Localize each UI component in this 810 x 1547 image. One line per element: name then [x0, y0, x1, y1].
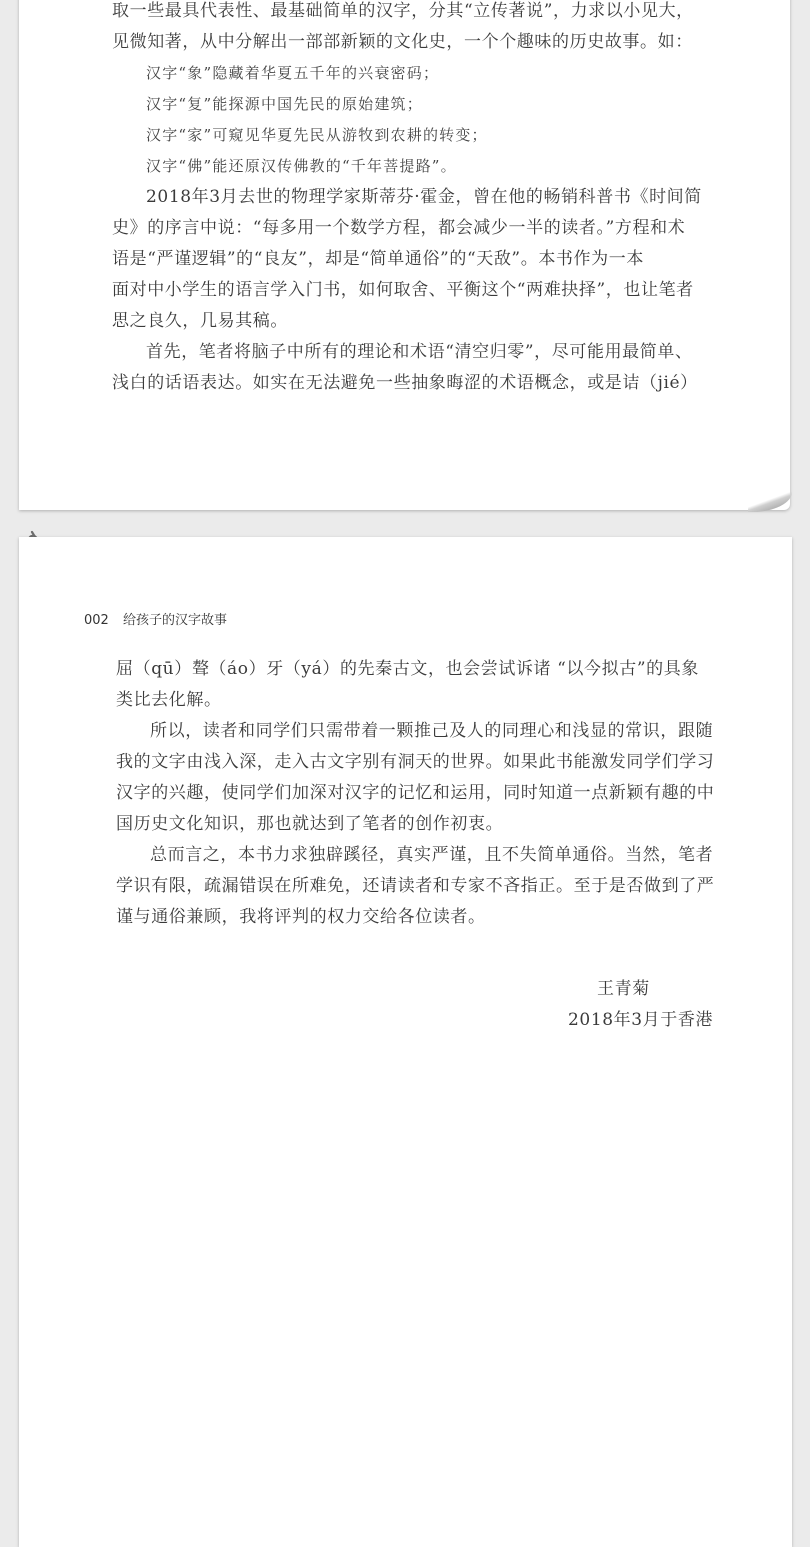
text-line: 语是“严谨逻辑”的“良友”，却是“简单通俗”的“天敌”。本书作为一本 — [112, 249, 644, 269]
text-line: 学识有限，疏漏错误在所难免，还请读者和专家不吝指正。至于是否做到了严 — [116, 876, 715, 896]
page-1 — [19, 0, 790, 510]
text-line: 汉字“复”能探源中国先民的原始建筑； — [146, 95, 423, 113]
text-line: 见微知著，从中分解出一部部新颖的文化史，一个个趣味的历史故事。如： — [112, 32, 693, 52]
text-line: 所以，读者和同学们只需带着一颗推己及人的同理心和浅显的常识，跟随 — [150, 721, 714, 741]
text-line: 类比去化解。 — [116, 690, 222, 710]
text-line: 思之良久，几易其稿。 — [112, 311, 288, 331]
text-line: 首先，笔者将脑子中所有的理论和术语“清空归零”，尽可能用最简单、 — [146, 342, 693, 362]
text-line: 汉字“佛”能还原汉传佛教的“千年菩提路”。 — [146, 157, 457, 175]
text-line: 面对中小学生的语言学入门书，如何取舍、平衡这个“两难抉择”，也让笔者 — [112, 280, 694, 300]
text-line: 汉字“家”可窥见华夏先民从游牧到农耕的转变； — [146, 126, 488, 144]
signature-date: 2018年3月于香港 — [568, 1010, 714, 1030]
text-line: 2018年3月去世的物理学家斯蒂芬·霍金，曾在他的畅销科普书《时间简 — [146, 187, 702, 207]
text-line: 取一些最具代表性、最基础简单的汉字，分其“立传著说”，力求以小见大， — [112, 1, 694, 21]
page-2-body — [116, 654, 715, 933]
text-line: 屈（qū）聱（áo）牙（yá）的先秦古文，也会尝试诉诸 “以今拟古”的具象 — [116, 659, 699, 679]
text-line: 史》的序言中说：“每多用一个数学方程，都会减少一半的读者。”方程和术 — [112, 218, 686, 238]
text-line: 汉字“象”隐藏着华夏五千年的兴衰密码； — [146, 64, 440, 82]
book-title: 给孩子的汉字故事 — [122, 613, 227, 628]
text-line: 国历史文化知识，那也就达到了笔者的创作初衷。 — [116, 814, 504, 834]
page-1-body — [112, 0, 702, 399]
page-2 — [19, 537, 792, 1547]
text-line: 我的文字由浅入深，走入古文字别有洞天的世界。如果此书能激发同学们学习 — [116, 752, 715, 772]
text-line: 汉字的兴趣，使同学们加深对汉字的记忆和运用，同时知道一点新颖有趣的中 — [116, 783, 715, 803]
signature-name: 王青菊 — [597, 979, 650, 999]
text-line: 谨与通俗兼顾，我将评判的权力交给各位读者。 — [116, 907, 486, 927]
text-line: 浅白的话语表达。如实在无法避免一些抽象晦涩的术语概念，或是诘（jié） — [112, 373, 698, 393]
page-curl — [748, 490, 792, 512]
text-line: 总而言之，本书力求独辟蹊径，真实严谨，且不失简单通俗。当然，笔者 — [150, 845, 714, 865]
running-header — [84, 609, 227, 628]
page-number: 002 — [84, 613, 109, 628]
